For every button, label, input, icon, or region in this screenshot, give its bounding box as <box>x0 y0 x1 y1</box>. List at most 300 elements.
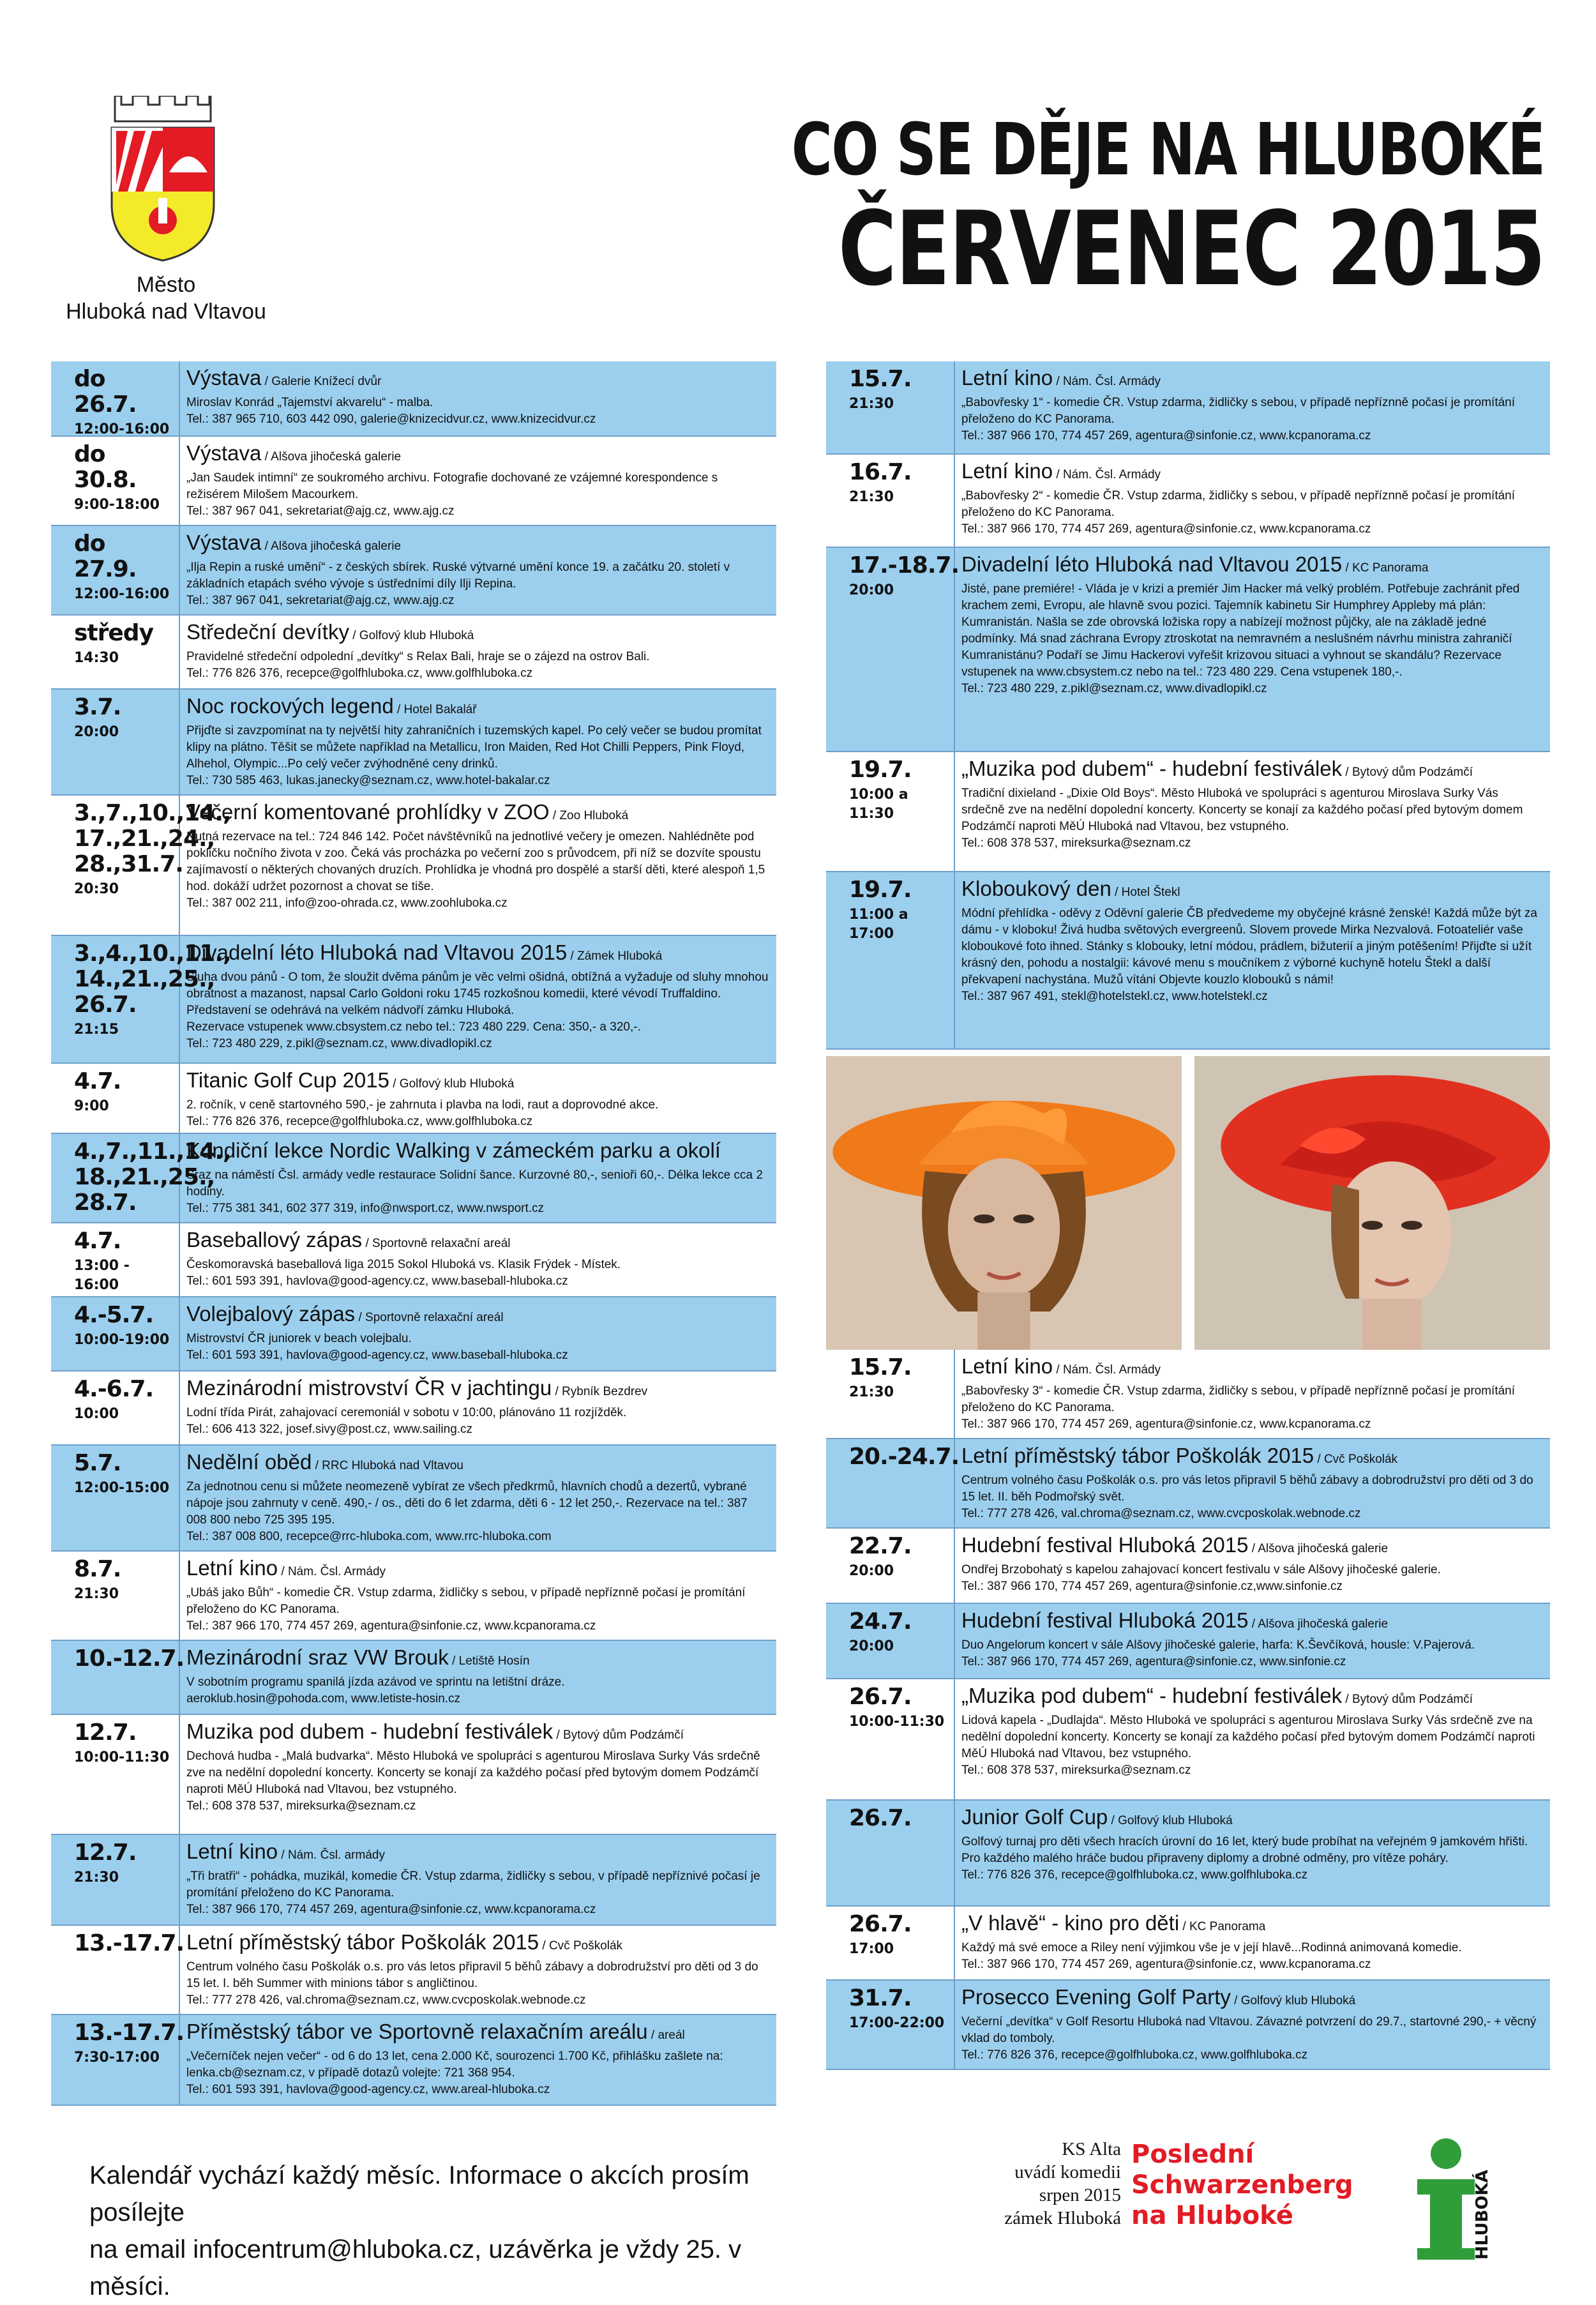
event-description: „Ilja Repin a ruské umění“ - z českých sbírek. Ruské výtvarné umění konce 19. a začátku 20. století v základních etapách svého vývoje s ústředními díly Ilji Repina. Tel.: 387 967 041, sekretariat@ajg.cz, www.ajg.cz <box>186 561 730 607</box>
event-title-line <box>961 756 1544 785</box>
event-description: V sobotním programu spanilá jízda azávod ve sprintu na letištní dráze. aeroklub.hosin@pohoda.com, www.letiste-hosin.cz <box>186 1675 565 1705</box>
event-venue: / Rybník Bezdrev <box>552 1385 648 1398</box>
event-title: Hudební festival Hluboká 2015 <box>961 1608 1249 1632</box>
event-content <box>180 1372 776 1444</box>
event-row <box>51 1064 776 1134</box>
event-time: 14:30 <box>74 650 119 666</box>
event-venue: / Nám. Čsl. Armády <box>1053 375 1161 388</box>
event-date: 16.7. <box>849 459 912 485</box>
event-venue: / Nám. Čsl. Armády <box>278 1565 386 1578</box>
event-title: „Muzika pod dubem“ - hudební festiválek <box>961 1684 1343 1707</box>
event-date-cell <box>826 752 955 871</box>
event-description: 2. ročník, v ceně startovného 590,- je zahrnuta i plavba na lodi, raut a doprovodné akce. Tel.: 776 826 376, recepce@golfhluboka.cz, www.golfhluboka.cz <box>186 1098 659 1128</box>
event-title-line <box>961 876 1544 905</box>
event-date-cell <box>51 1926 184 2014</box>
event-description: Centrum volného času Poškolák o.s. pro vás letos připravil 5 běhů zábavy a dobrodružství pro děti od 3 do 15 let. I. běh Summer with minions tábor s angličtinou. Tel.: 777 278 426, val.chroma@seznam.cz, www.cvcposkolak.webnode.cz <box>186 1960 758 2007</box>
town-name-line2: Hluboká nad Vltavou <box>66 299 266 324</box>
event-content <box>955 1439 1550 1527</box>
event-content <box>180 2015 776 2105</box>
event-content <box>955 1604 1550 1678</box>
event-content <box>180 361 776 435</box>
event-title: Letní kino <box>961 366 1053 389</box>
event-title-line <box>186 1449 770 1479</box>
orange-hat-photo <box>826 1056 1182 1350</box>
event-time: 21:15 <box>74 1022 119 1038</box>
event-title: Mezinárodní mistrovství ČR v jachtingu <box>186 1376 552 1400</box>
ks-alta-promo <box>964 2138 1121 2230</box>
event-date: 15.7. <box>849 366 912 392</box>
event-title-line <box>186 1301 770 1331</box>
event-title-line <box>186 1839 770 1868</box>
hat-photos <box>826 1050 1550 1350</box>
event-venue: / Bytový dům Podzámčí <box>553 1728 684 1742</box>
event-description: Tradiční dixieland - „Dixie Old Boys“. Město Hluboká ve spolupráci s agenturou Miroslava Surky Vás srdečně zve na nedělní dopolední koncerty. Koncerty se konají za každého počasí před bytovým domem Podzámčí naproti MěÚ Hluboká nad Vltavou, bez vstupného. Tel.: 608 378 537, mireksurka@seznam.cz <box>961 787 1523 850</box>
event-date-cell <box>51 1134 231 1222</box>
event-row <box>51 1223 776 1297</box>
event-date-cell <box>826 361 955 453</box>
event-venue: / Alšova jihočeská galerie <box>1248 1617 1389 1631</box>
event-title: Výstava <box>186 441 262 465</box>
event-title: Nedělní oběd <box>186 1450 312 1474</box>
page-title-line2: ČERVENEC 2015 <box>838 189 1545 308</box>
event-date-cell <box>51 361 180 435</box>
event-date-cell <box>51 1641 184 1714</box>
event-row <box>51 1926 776 2015</box>
event-content <box>180 690 776 794</box>
event-title: Letní kino <box>186 1840 278 1863</box>
event-title: Letní kino <box>186 1556 278 1580</box>
event-title-line <box>186 619 770 649</box>
event-venue: / Nám. Čsl. Armády <box>1053 1363 1161 1377</box>
event-date-cell <box>51 936 231 1062</box>
event-content <box>180 936 776 1062</box>
event-content <box>955 752 1550 871</box>
event-content <box>180 1446 776 1550</box>
event-date: 13.-17.7. <box>74 2020 184 2046</box>
page-title <box>579 109 1545 306</box>
event-row <box>826 455 1550 548</box>
event-description: Lidová kapela - „Dudlajda“. Město Hluboká ve spolupráci s agenturou Miroslava Surky Vás srdečně zve na nedělní dopolední koncerty. Koncerty se konají za každého počasí před bytovým domem Podzámčí naproti MěÚ Hluboká nad Vltavou, bez vstupného. Tel.: 608 378 537, mireksurka@seznam.cz <box>961 1714 1535 1777</box>
town-name-line1: Město <box>136 273 196 297</box>
event-content <box>955 1801 1550 1905</box>
event-title-line <box>961 1608 1544 1637</box>
event-date-cell <box>826 872 955 1048</box>
event-row <box>826 1907 1550 1981</box>
event-title: Hudební festival Hluboká 2015 <box>961 1533 1249 1557</box>
event-description: Každý má své emoce a Riley není výjimkou vše je v její hlavě...Rodinná animovaná komedie. Tel.: 387 966 170, 774 457 269, agentura@sinfonie.cz, www.kcpanorama.cz <box>961 1941 1462 1971</box>
event-description: Centrum volného času Poškolák o.s. pro vás letos připravil 5 běhů zábavy a dobrodružství pro děti od 3 do 15 let. II. běh Podmořský svět. Tel.: 777 278 426, val.chroma@seznam.cz, www.cvcposkolak.webnode.cz <box>961 1474 1533 1520</box>
ks-line: KS Alta <box>1062 2139 1121 2159</box>
event-description: Golfový turnaj pro děti všech hracích úrovní do 16 let, který bude probíhat na veřejném 9 jamkovém hřišti. Pro každého malého hráče budou připraveny diplomy a drobné odměny, pro vítěze poháry. Tel.: 776 826 376, recepce@golfhluboka.cz, www.golfhluboka.cz <box>961 1835 1528 1882</box>
event-row <box>51 437 776 526</box>
event-date: středy <box>74 620 154 646</box>
event-date: do 30.8. <box>74 441 137 493</box>
event-title: Muzika pod dubem - hudební festiválek <box>186 1719 553 1743</box>
event-date: 4.7. <box>74 1068 121 1094</box>
event-venue: / Zoo Hluboká <box>549 809 629 822</box>
event-venue: / Hotel Štekl <box>1111 886 1180 899</box>
event-title: Baseballový zápas <box>186 1228 363 1251</box>
event-title-line <box>186 1930 770 1959</box>
event-title: Volejbalový zápas <box>186 1302 356 1326</box>
events-right-column <box>826 361 1550 2070</box>
event-title: „V hlavě“ - kino pro děti <box>961 1911 1180 1935</box>
event-date-cell <box>51 1372 180 1444</box>
event-content <box>180 1134 776 1222</box>
event-venue: / Galerie Knížecí dvůr <box>261 375 382 388</box>
info-centre-logo-icon <box>1411 2136 1513 2263</box>
event-venue: / Golfový klub Hluboká <box>349 629 474 642</box>
event-row <box>51 1134 776 1223</box>
event-time: 10:00-11:30 <box>849 1714 945 1730</box>
event-venue: / Golfový klub Hluboká <box>1108 1814 1233 1827</box>
event-description: Sraz na náměstí Čsl. armády vedle restaurace Solidní šance. Kurzovné 80,-, senioři 60,-. Délka lekce cca 2 hodiny. Tel.: 775 381 341, 602 377 319, info@nwsport.cz, www.nwsport.cz <box>186 1168 763 1215</box>
event-date-cell <box>51 796 231 935</box>
event-row <box>51 1552 776 1641</box>
event-venue: / Alšova jihočeská galerie <box>261 450 402 464</box>
event-date-cell <box>51 1446 180 1550</box>
event-date: 20.-24.7. <box>849 1444 960 1470</box>
event-date: 4.-5.7. <box>74 1302 154 1328</box>
event-time: 20:00 <box>74 724 119 740</box>
event-content <box>180 526 776 614</box>
event-time: 20:30 <box>74 881 119 897</box>
event-description: Jisté, pane premiére! - Vláda je v krizi a premiér Jim Hacker má velký problém. Potřebuje zachránit před krachem zemi, Evropu, ale hlavně svou pozici. Tajemník kabinetu Sir Humphrey Appleby má plán: Kumranistán. Našla se zde obrovská ložiska ropy a nabízejí možnost půjčky, ale na základě jedné podmínky. Má snad záchrana Evropy ztroskotat na nemravném a neslušném návrhu ministra zahraničí Kumranistánu? Podaří se Jimu Hackerovi vyřešit krizovou situaci a vyhnout se skandálu? Rezervace vstupenek na www.cbsystem.cz nebo na tel.: 723 480 229. Cena vstupenek 180,-. Tel.: 723 480 229, z.pikl@seznam.cz, www.divadlopikl.cz <box>961 582 1520 695</box>
event-title-line <box>186 365 770 395</box>
event-date: 31.7. <box>849 1985 912 2011</box>
show-title-line: Poslední <box>1131 2140 1254 2169</box>
event-time: 7:30-17:00 <box>74 2050 160 2066</box>
events-right-top <box>826 361 1550 1050</box>
event-venue: / Sportovně relaxační areál <box>355 1311 504 1324</box>
event-time: 21:30 <box>849 1384 894 1400</box>
event-title-line <box>961 1984 1544 2014</box>
event-date: 17.-18.7. <box>849 552 960 578</box>
event-venue: / Nám. Čsl. Armády <box>1053 468 1161 481</box>
event-title: Středeční devítky <box>186 620 349 644</box>
event-description: „Večerníček nejen večer“ - od 6 do 13 let, cena 2.000 Kč, sourozenci 1.700 Kč, přihlášku zašlete na: lenka.cb@seznam.cz, v případě dotazů volejte: 721 368 954. Tel.: 601 593 391, havlova@good-agency.cz, www.areal-hluboka.cz <box>186 2050 723 2096</box>
event-date-cell <box>826 548 960 751</box>
event-content <box>180 796 776 935</box>
event-content <box>955 1350 1550 1438</box>
event-date-cell <box>826 1439 960 1527</box>
event-date-cell <box>826 1801 955 1905</box>
events-right-bottom <box>826 1350 1550 2070</box>
event-row <box>826 872 1550 1050</box>
event-description: „Babovřesky 1“ - komedie ČR. Vstup zdarma, židličky s sebou, v případě nepříznně počasí je promítání přeloženo do KC Panorama. Tel.: 387 966 170, 774 457 269, agentura@sinfonie.cz, www.kcpanorama.cz <box>961 396 1516 442</box>
event-venue: / RRC Hluboká nad Vltavou <box>312 1459 463 1472</box>
event-content <box>180 1926 776 2014</box>
event-date-cell <box>826 455 955 547</box>
event-title-line <box>186 1068 770 1097</box>
event-venue: / Golfový klub Hluboká <box>389 1077 515 1091</box>
event-time: 21:30 <box>849 489 894 505</box>
event-description: „Babovřesky 3“ - komedie ČR. Vstup zdarma, židličky s sebou, v případě nepříznně počasí je promítání přeloženo do KC Panorama. Tel.: 387 966 170, 774 457 269, agentura@sinfonie.cz, www.kcpanorama.cz <box>961 1384 1516 1431</box>
event-venue: / Alšova jihočeská galerie <box>1248 1542 1389 1555</box>
event-content <box>955 872 1550 1048</box>
event-row <box>51 361 776 437</box>
event-venue: / Alšova jihočeská galerie <box>261 540 402 553</box>
event-date-cell <box>51 2015 184 2105</box>
event-date-cell <box>51 1715 180 1834</box>
event-date: do 27.9. <box>74 531 137 582</box>
event-date-cell <box>51 526 180 614</box>
event-row <box>51 2015 776 2106</box>
event-title-line <box>961 1532 1544 1562</box>
event-venue: / Zámek Hluboká <box>567 949 663 963</box>
event-row <box>51 936 776 1064</box>
footer-note-line1: Kalendář vychází každý měsíc. Informace o akcích prosím posílejte <box>89 2161 749 2226</box>
event-title-line <box>961 1443 1544 1472</box>
event-date-cell <box>826 1529 955 1603</box>
event-content <box>180 1641 776 1714</box>
event-date-cell <box>826 1981 955 2069</box>
event-title-line <box>961 1354 1544 1383</box>
event-date: 19.7. <box>849 877 912 903</box>
event-title: Kloboukový den <box>961 877 1111 900</box>
event-date-cell <box>51 437 180 525</box>
event-date-cell <box>826 1350 955 1438</box>
event-time: 20:00 <box>849 582 894 598</box>
event-row <box>826 361 1550 455</box>
event-time: 11:00 a 17:00 <box>849 907 908 942</box>
event-description: Ondřej Brzobohatý s kapelou zahajovací koncert festivalu v sále Alšovy jihočeské galerie. Tel.: 387 966 170, 774 457 269, agentura@sinfonie.cz,www.sinfonie.cz <box>961 1563 1441 1593</box>
event-row <box>51 1715 776 1835</box>
event-row <box>826 1679 1550 1801</box>
event-date: 4.7. <box>74 1228 121 1254</box>
event-date-cell <box>51 1223 180 1296</box>
event-venue: / Hotel Bakalář <box>393 703 477 716</box>
event-title: Letní kino <box>961 1354 1053 1378</box>
event-title-line <box>186 693 770 723</box>
event-row <box>51 1835 776 1926</box>
footer-note-line2: na email infocentrum@hluboka.cz, uzávěrka je vždy 25. v měsíci. <box>89 2235 742 2301</box>
town-name <box>38 271 294 325</box>
event-title: Letní kino <box>961 459 1053 483</box>
event-row <box>826 1981 1550 2070</box>
event-date: 10.-12.7. <box>74 1645 184 1672</box>
event-description: Sluha dvou pánů - O tom, že sloužit dvěma pánům je věc velmi ošidná, obtížná a vyžaduje od sluhy mnohou obratnost a mazanost, napsal Carlo Goldoni roku 1745 rozkošnou komedii, které vévodí Truffaldino. Představení se odehrává na velkém nádvoří zámku Hluboká. Rezervace vstupenek www.cbsystem.cz nebo tel.: 723 480 229. Cena: 350,- a 320,-. Tel.: 723 480 229, z.pikl@seznam.cz, www.divadlopikl.cz <box>186 971 769 1050</box>
event-title-line <box>961 458 1544 488</box>
event-title: Mezinárodní sraz VW Brouk <box>186 1645 449 1669</box>
event-time: 9:00 <box>74 1098 109 1114</box>
event-title-line <box>186 1375 770 1405</box>
event-title-line <box>961 552 1544 581</box>
event-title-line <box>961 1683 1544 1712</box>
event-row <box>51 1446 776 1552</box>
event-date: 26.7. <box>849 1805 912 1831</box>
event-row <box>51 690 776 796</box>
event-venue: / Cvč Poškolák <box>1314 1453 1398 1466</box>
event-date: 4.,7.,11.,14., 18.,21.,25., 28.7. <box>74 1138 231 1216</box>
event-date: do 26.7. <box>74 366 137 418</box>
event-content <box>955 1981 1550 2069</box>
event-title: „Muzika pod dubem“ - hudební festiválek <box>961 757 1343 780</box>
event-venue: / Nám. Čsl. armády <box>278 1848 385 1862</box>
event-description: Nutná rezervace na tel.: 724 846 142. Počet návštěvníků na jednotlivé večery je omezen. Nahlédněte pod pokličku nočního života v zoo. Čeká vás procházka po večerní zoo s průvodcem, při níž se dozvíte spoustu zajímavostí o některých chovaných druzích. Prohlídka je vhodná pro dospělé a starší děti, které alespoň 1,5 hod. dokáží udržet pozornost a chovat se tiše. Tel.: 387 002 211, info@zoo-ohrada.cz, www.zoohluboka.cz <box>186 830 765 910</box>
event-description: Pravidelné středeční odpolední „devítky“ s Relax Bali, hraje se o zájezd na ostrov Bali. Tel.: 776 826 376, recepce@golfhluboka.cz, www.golfhluboka.cz <box>186 650 650 680</box>
show-title-line: Schwarzenberg <box>1131 2170 1353 2200</box>
event-title: Prosecco Evening Golf Party <box>961 1985 1231 2009</box>
event-content <box>180 1715 776 1834</box>
ks-line: srpen 2015 <box>1039 2185 1121 2205</box>
event-date: 3.7. <box>74 694 121 720</box>
event-row <box>826 1350 1550 1439</box>
event-date: 12.7. <box>74 1719 137 1746</box>
event-title: Příměstský tábor ve Sportovně relaxačním areálu <box>186 2020 648 2043</box>
red-hat-photo <box>1194 1056 1550 1350</box>
event-title-line <box>186 530 770 559</box>
event-description: Dechová hudba - „Malá budvarka“. Město Hluboká ve spolupráci s agenturou Miroslava Surky Vás srdečně zve na nedělní dopolední koncerty. Koncerty se konají za každého počasí před bytovým domem Podzámčí naproti MěÚ Hluboká nad Vltavou, bez vstupného. Tel.: 608 378 537, mireksurka@seznam.cz <box>186 1750 760 1813</box>
event-title-line <box>186 2019 770 2048</box>
event-date-cell <box>51 1297 180 1370</box>
event-title-line <box>186 1719 770 1748</box>
event-date: 5.7. <box>74 1450 121 1476</box>
event-title: Junior Golf Cup <box>961 1805 1108 1829</box>
event-venue: / Sportovně relaxační areál <box>362 1237 511 1250</box>
event-content <box>955 455 1550 547</box>
event-content <box>955 1529 1550 1603</box>
event-description: Českomoravská baseballová liga 2015 Sokol Hluboká vs. Klasik Frýdek - Místek. Tel.: 601 593 391, havlova@good-agency.cz, www.baseball-hluboka.cz <box>186 1258 621 1288</box>
coat-of-arms-icon <box>109 96 217 262</box>
event-row <box>51 1641 776 1715</box>
event-title: Letní příměstský tábor Poškolák 2015 <box>961 1444 1314 1467</box>
event-title-line <box>186 1555 770 1585</box>
event-time: 20:00 <box>849 1563 894 1579</box>
event-title-line <box>186 940 770 969</box>
event-time: 10:00 <box>74 1406 119 1422</box>
event-date-cell <box>826 1679 955 1799</box>
event-date: 4.-6.7. <box>74 1376 154 1402</box>
event-content <box>955 1907 1550 1979</box>
ks-line: zámek Hluboká <box>1004 2208 1121 2228</box>
event-date: 13.-17.7. <box>74 1930 184 1956</box>
event-time: 9:00-18:00 <box>74 497 160 513</box>
event-title: Divadelní léto Hluboká nad Vltavou 2015 <box>961 552 1343 576</box>
show-title <box>1131 2139 1353 2231</box>
event-row <box>826 752 1550 872</box>
event-description: Mistrovství ČR juniorek v beach volejbalu. Tel.: 601 593 391, havlova@good-agency.cz, www.baseball-hluboka.cz <box>186 1332 568 1362</box>
event-row <box>51 616 776 690</box>
ks-line: uvádí komedii <box>1014 2162 1121 2182</box>
event-time: 21:30 <box>74 1870 119 1886</box>
event-title: Kondiční lekce Nordic Walking v zámeckém parku a okolí <box>186 1138 721 1162</box>
event-date-cell <box>51 1552 180 1640</box>
event-date-cell <box>826 1907 955 1979</box>
event-title: Večerní komentované prohlídky v ZOO <box>186 800 550 824</box>
event-description: Módní přehlídka - oděvy z Oděvní galerie ČB předvedeme my obyčejné krásné ženské! Každá může být za dámu - v kloboku! Živá hudba světových evergreenů. Slovem provede Mirka Nezvalová. Fotoateliér vaše kloboukové foto ihned. Stánky s klobouky, letní módou, prádlem, bižuterií a jiným potěšením! Přijďte si užít krásný den, pohodu a nostalgii: kávové menu s moučníkem z výborné kuchyně hotelu Štekl a další překvapení nachystána. Mužů vítáni Objevte kouzlo klobouků s námi! Tel.: 387 967 491, stekl@hotelstekl.cz, www.hotelstekl.cz <box>961 907 1537 1003</box>
event-content <box>955 548 1550 751</box>
event-title: Noc rockových legend <box>186 694 394 718</box>
event-description: Přijďte si zavzpomínat na ty největší hity zahraničních i tuzemských kapel. Po celý večer se budou promítat klipy na plátno. Těšit se můžete například na Metallicu, Iron Maiden, Red Hot Chilli Peppers, Pink Floyd, Alhehol, Olympic...Po celý večer zvýhodněné ceny drinků. Tel.: 730 585 463, lukas.janecky@seznam.cz, www.hotel-bakalar.cz <box>186 724 762 787</box>
event-title: Výstava <box>186 531 262 554</box>
event-description: Duo Angelorum koncert v sále Alšovy jihočeské galerie, harfa: K.Ševčíková, housle: V.Pajerová. Tel.: 387 966 170, 774 457 269, agentura@sinfonie.cz, www.sinfonie.cz <box>961 1638 1475 1668</box>
event-content <box>180 1835 776 1924</box>
event-date: 3.,4.,10.,11., 14.,21.,25., 26.7. <box>74 941 231 1018</box>
event-date: 22.7. <box>849 1533 912 1559</box>
event-title-line <box>186 441 770 470</box>
event-time: 10:00 a 11:30 <box>849 787 908 822</box>
event-content <box>180 1552 776 1640</box>
event-time: 12:00-16:00 <box>74 586 170 602</box>
event-venue: / Bytový dům Podzámčí <box>1342 766 1473 779</box>
event-date: 15.7. <box>849 1354 912 1380</box>
event-venue: / Bytový dům Podzámčí <box>1342 1693 1473 1706</box>
event-content <box>180 1064 776 1133</box>
event-row <box>826 1439 1550 1529</box>
event-time: 17:00 <box>849 1941 894 1957</box>
event-description: „Babovřesky 2“ - komedie ČR. Vstup zdarma, židličky s sebou, v případě nepříznně počasí je promítání přeloženo do KC Panorama. Tel.: 387 966 170, 774 457 269, agentura@sinfonie.cz, www.kcpanorama.cz <box>961 489 1516 536</box>
event-date-cell <box>51 1064 180 1133</box>
event-venue: / KC Panorama <box>1179 1920 1266 1933</box>
event-title-line <box>961 1910 1544 1940</box>
show-title-line: na Hluboké <box>1131 2201 1293 2230</box>
event-title: Titanic Golf Cup 2015 <box>186 1068 389 1092</box>
event-description: „Jan Saudek intimní“ ze soukromého archivu. Fotografie dochované ze vzájemné korespondence s režisérem Milošem Macourkem. Tel.: 387 967 041, sekretariat@ajg.cz, www.ajg.cz <box>186 471 718 518</box>
event-description: Večerní „devítka“ v Golf Resortu Hluboká nad Vltavou. Závazné potvrzení do 29.7., startovné 290,- + věcný vklad do tomboly. Tel.: 776 826 376, recepce@golfhluboka.cz, www.golfhluboka.cz <box>961 2015 1537 2062</box>
logo-text: HLUBOKÁ <box>1473 2170 1492 2260</box>
event-date: 26.7. <box>849 1684 912 1710</box>
event-title-line <box>186 799 770 829</box>
event-time: 21:30 <box>74 1586 119 1602</box>
event-title-line <box>186 1227 770 1257</box>
event-venue: / areál <box>647 2029 685 2042</box>
event-title-line <box>961 1804 1544 1834</box>
event-time: 21:30 <box>849 396 894 412</box>
event-row <box>826 1801 1550 1907</box>
events-left-column <box>51 361 776 2106</box>
event-date-cell <box>826 1604 955 1678</box>
event-title: Výstava <box>186 366 262 389</box>
event-description: Lodní třída Pirát, zahajovací ceremoniál v sobotu v 10:00, plánováno 11 rozjížděk. Tel.: 606 413 322, josef.sivy@post.cz, www.sailing.cz <box>186 1406 627 1436</box>
event-content <box>180 1297 776 1370</box>
event-description: Miroslav Konrád „Tajemství akvarelu“ - malba. Tel.: 387 965 710, 603 442 090, galerie@knizecidvur.cz, www.knizecidvur.cz <box>186 396 596 426</box>
event-time: 12:00-16:00 <box>74 421 170 437</box>
event-description: Za jednotnou cenu si můžete neomezeně vybírat ze všech předkrmů, hlavních chodů a dezertů, vybrané nápoje jsou zahrnuty v ceně. 490,- / os., děti do 6 let zdarma, děti 6 - 12 let 250,-. Rezervace na tel.: 387 008 800 nebo 725 395 195. Tel.: 387 008 800, recepce@rrc-hluboka.com, www.rrc-hluboka.com <box>186 1480 748 1543</box>
event-description: „Ubáš jako Bůh“ - komedie ČR. Vstup zdarma, židličky s sebou, v případě nepříznně počasí je promítání přeloženo do KC Panorama. Tel.: 387 966 170, 774 457 269, agentura@sinfonie.cz, www.kcpanorama.cz <box>186 1586 746 1633</box>
event-time: 10:00-19:00 <box>74 1332 170 1348</box>
event-content <box>180 437 776 525</box>
event-content <box>955 1679 1550 1799</box>
event-row <box>51 796 776 936</box>
event-content <box>180 1223 776 1296</box>
page-title-line1: CO SE DĚJE NA HLUBOKÉ <box>792 109 1545 192</box>
event-date: 26.7. <box>849 1911 912 1937</box>
footer-note <box>89 2157 824 2305</box>
event-title-line <box>961 365 1544 395</box>
event-row <box>826 548 1550 752</box>
event-time: 12:00-15:00 <box>74 1480 170 1496</box>
event-row <box>51 1372 776 1446</box>
event-time: 17:00-22:00 <box>849 2015 945 2031</box>
event-time: 20:00 <box>849 1638 894 1654</box>
event-date: 12.7. <box>74 1840 137 1866</box>
event-content <box>180 616 776 688</box>
event-row <box>51 1297 776 1372</box>
event-title-line <box>186 1138 770 1167</box>
event-title: Letní příměstský tábor Poškolák 2015 <box>186 1930 539 1954</box>
event-venue: / Letiště Hosín <box>448 1654 530 1668</box>
event-content <box>955 361 1550 453</box>
event-description: „Tři bratři“ - pohádka, muzikál, komedie ČR. Vstup zdarma, židličky s sebou, v případě nepříznivé počasí je promítání přeloženo do KC Panorama. Tel.: 387 966 170, 774 457 269, agentura@sinfonie.cz, www.kcpanorama.cz <box>186 1870 760 1916</box>
event-row <box>826 1604 1550 1679</box>
event-date-cell <box>51 1835 180 1924</box>
event-date-cell <box>51 616 180 688</box>
event-date: 19.7. <box>849 757 912 783</box>
event-title-line <box>186 1645 770 1674</box>
event-date-cell <box>51 690 180 794</box>
event-date: 8.7. <box>74 1556 121 1582</box>
